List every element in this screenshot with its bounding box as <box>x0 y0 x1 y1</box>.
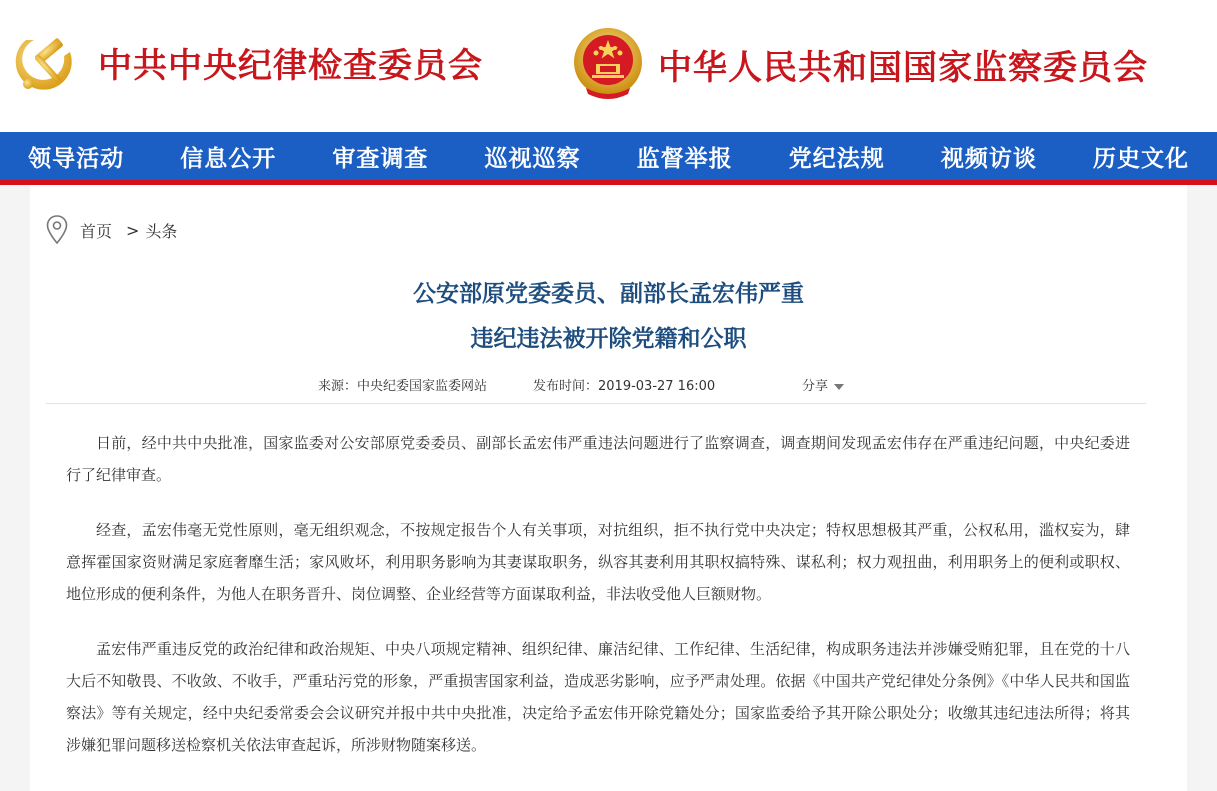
nsc-brand[interactable] <box>572 26 1148 102</box>
breadcrumb-current[interactable]: 头条 <box>145 221 178 241</box>
divider <box>46 403 1146 404</box>
article-title-line2: 违纪违法被开除党籍和公职 <box>470 326 747 352</box>
nav-item-history[interactable]: 历史文化 <box>1092 144 1189 172</box>
nav-item-report[interactable]: 监督举报 <box>636 144 733 172</box>
right-site-title: 中华人民共和国国家监察委员会 <box>658 47 1148 88</box>
article-source: 来源：中央纪委国家监委网站 <box>318 379 488 394</box>
share-button[interactable] <box>802 375 844 394</box>
article-page <box>0 185 1217 791</box>
article-paragraph: 孟宏伟严重违反党的政治纪律和政治规矩、中央八项规定精神、组织纪律、廉洁纪律、工作纪律、生活纪律，构成职务违法并涉嫌受贿犯罪，且在党的十八大后不知敬畏、不收敛、不收手，严重玷污党的形象，严重损害国家利益，造成恶劣影响，应予严肃处理。依据《中国共产党纪律处分条例》《中华人民共和国监察法》等有关规定，经中央纪委常委会会议研究并报中共中央批准，决定给予孟宏伟开除党籍处分；国家监委给予其开除公职处分；收缴其违纪违法所得；将其涉嫌犯罪问题移送检察机关依法审查起诉，所涉财物随案移送。 <box>66 640 1130 754</box>
nav-item-video[interactable]: 视频访谈 <box>940 144 1037 172</box>
nav-item-inspection[interactable]: 巡视巡察 <box>484 144 581 172</box>
article-publish-time: 发布时间：2019-03-27 16:00 <box>533 379 716 394</box>
nav-item-investigation[interactable]: 审查调查 <box>332 144 429 172</box>
share-label: 分享 <box>802 379 829 394</box>
main-nav <box>0 132 1217 185</box>
article-title-line1: 公安部原党委委员、副部长孟宏伟严重 <box>413 281 804 307</box>
nav-item-regulations[interactable]: 党纪法规 <box>788 144 885 172</box>
nav-item-information[interactable]: 信息公开 <box>180 144 277 172</box>
chevron-down-icon <box>834 384 844 390</box>
article-paragraph: 日前，经中共中央批准，国家监委对公安部原党委委员、副部长孟宏伟严重违法问题进行了监察调查，调查期间发现孟宏伟存在严重违纪问题，中央纪委进行了纪律审查。 <box>66 434 1130 484</box>
breadcrumb-home[interactable]: 首页 <box>80 221 113 241</box>
site-header <box>0 0 1217 132</box>
location-pin-icon <box>46 215 68 245</box>
left-site-title: 中共中央纪律检查委员会 <box>98 45 483 86</box>
breadcrumb <box>46 215 177 245</box>
breadcrumb-separator: > <box>126 220 140 240</box>
party-emblem-icon <box>12 26 84 98</box>
nav-item-leadership[interactable]: 领导活动 <box>28 144 125 172</box>
national-emblem-icon <box>572 26 644 102</box>
article-paragraph: 经查，孟宏伟毫无党性原则，毫无组织观念，不按规定报告个人有关事项，对抗组织，拒不执行党中央决定；特权思想极其严重，公权私用，滥权妄为，肆意挥霍国家资财满足家庭奢靡生活；家风败坏，利用职务影响为其妻谋取职务，纵容其妻利用其职权搞特殊、谋私利；权力观扭曲，利用职务上的便利或职权、地位形成的便利条件，为他人在职务晋升、岗位调整、企业经营等方面谋取利益，非法收受他人巨额财物。 <box>66 521 1130 603</box>
article-body <box>66 427 1130 784</box>
cpc-ccdi-brand[interactable] <box>12 26 483 98</box>
